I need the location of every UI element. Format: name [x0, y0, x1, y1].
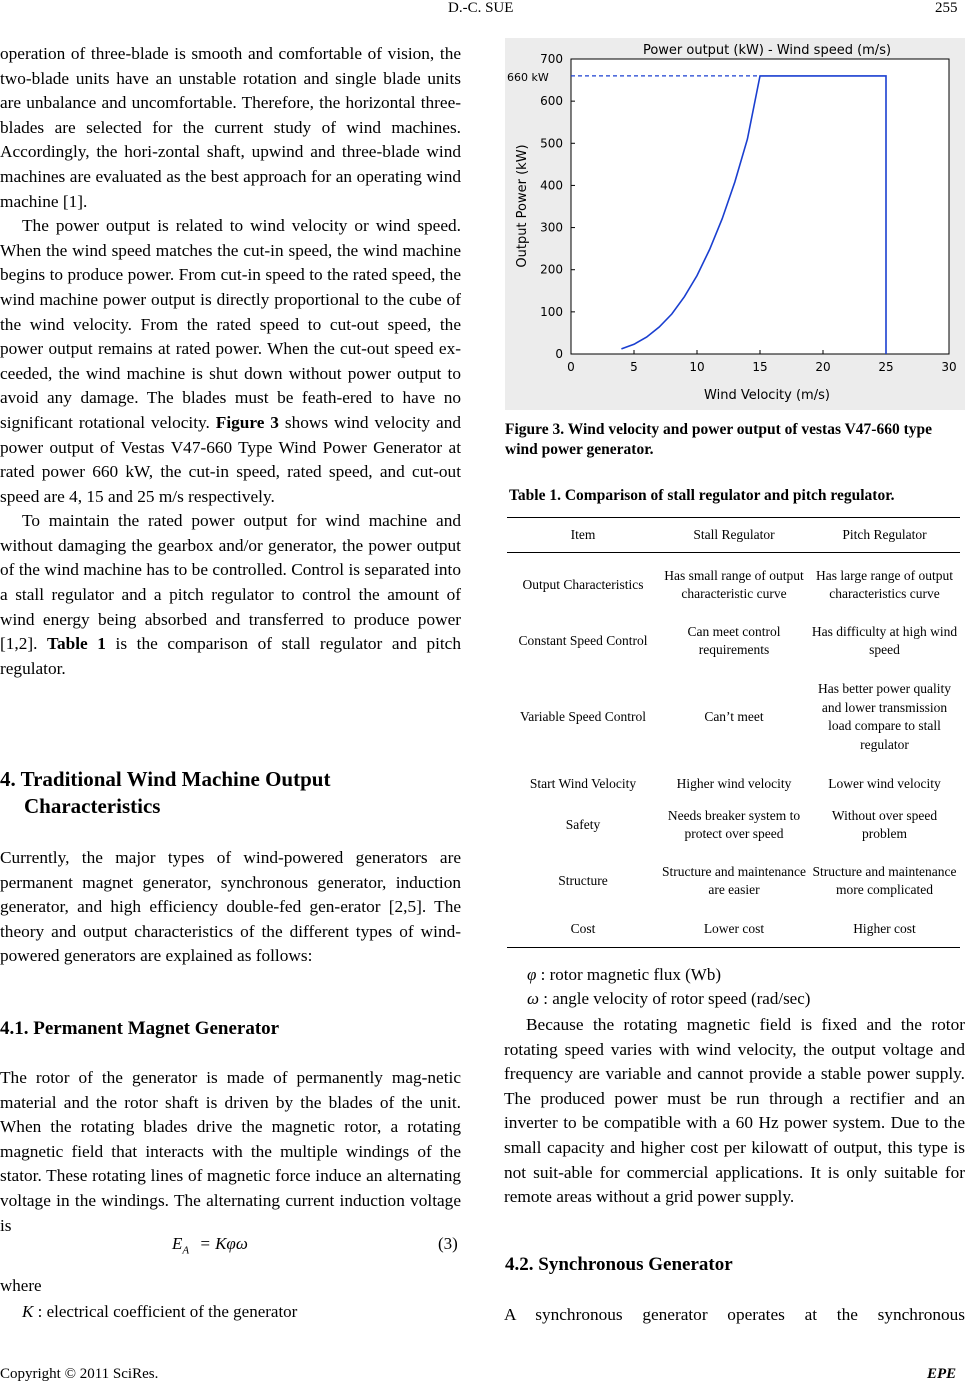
y-tick-label: 0 — [555, 347, 563, 361]
table-header-pitch: Pitch Regulator — [842, 527, 927, 542]
y-axis-label: Output Power (kW) — [515, 144, 530, 268]
k-definition-text: : electrical coefficient of the generator — [37, 1302, 298, 1321]
table-cell: Has small range of output characteristic curve — [664, 567, 804, 601]
k-definition — [22, 1302, 297, 1322]
footer-journal: EPE — [927, 1366, 957, 1382]
omega-definition — [527, 989, 810, 1009]
table-cell: Can’t meet — [704, 708, 764, 724]
paragraph-3-text-b: is the comparison of stall regulator and pitch regulator. — [0, 634, 461, 678]
comparison-table — [507, 517, 960, 948]
paragraph-3-text-a: To maintain the rated power output for wind machine and without damaging the gearbox and/or generator, the power output of the wind machine has to be controlled. Control is separated into a stall regulator and a pitch regulator to control the amount of wind energy being absorbed and transferred to produce power [1,2]. — [0, 511, 461, 654]
y-tick-label: 300 — [540, 220, 563, 235]
table-row — [507, 769, 960, 799]
paragraph-4: Currently, the major types of wind-powered generators are permanent magnet generator, synchronous generator, induction generator, and high efficiency double-fed gen-erator [2,5]. The theory and output characteristics of the different types of wind-powered generators are explained as follows: — [0, 848, 461, 966]
section-4-heading-line-1: 4. Traditional Wind Machine Output — [0, 767, 331, 791]
section-4-2-body — [504, 1303, 965, 1328]
table-cell: Higher cost — [853, 920, 916, 936]
section-4-heading-line-2: Characteristics — [24, 794, 161, 818]
y-tick-label: 500 — [540, 136, 563, 151]
table-row — [507, 617, 960, 665]
x-tick-label: 5 — [630, 360, 638, 374]
table-row — [507, 665, 960, 769]
paragraph-3 — [0, 509, 461, 681]
table-header-stall: Stall Regulator — [693, 527, 775, 542]
right-column-body — [504, 1013, 965, 1210]
table-header-item: Item — [570, 527, 596, 542]
table-cell: Variable Speed Control — [520, 708, 646, 724]
table-row — [507, 553, 960, 617]
omega-definition-text: : angle velocity of rotor speed (rad/sec) — [543, 989, 811, 1008]
paragraph-5: The rotor of the generator is made of permanently mag-netic material and the rotor shaft is driven by the blades of the unit. When the rotating blades drive the magnetic rotor, a rotating magnetic field that interacts with the multiple windings of the stator. These rotating lines of magnetic force induce an alternating voltage in the windings. The alternating current induction voltage is — [0, 1068, 461, 1235]
y-tick-label: 200 — [540, 262, 563, 277]
x-tick-label: 15 — [752, 360, 768, 374]
x-tick-label: 10 — [689, 360, 705, 374]
plot-area — [571, 59, 949, 354]
figure-3-caption: Figure 3. Wind velocity and power output of vestas V47-660 type wind power generator. — [505, 421, 932, 458]
table-cell: Lower cost — [703, 920, 765, 936]
chart-title: Power output (kW) - Wind speed (m/s) — [642, 43, 892, 58]
k-symbol: K — [22, 1302, 34, 1321]
equation-lhs: E — [172, 1234, 183, 1253]
left-column — [0, 42, 461, 681]
equation-rhs: = Kφω — [199, 1234, 248, 1253]
paragraph-2 — [0, 214, 461, 509]
table-cell: Structure and maintenance are easier — [662, 863, 806, 897]
x-tick-label: 0 — [567, 360, 575, 374]
table-row — [507, 851, 960, 911]
equation-3 — [172, 1234, 248, 1256]
table-cell: Constant Speed Control — [518, 632, 648, 648]
phi-definition-text: : rotor magnetic flux (Wb) — [540, 965, 721, 984]
table-cell: Higher wind velocity — [676, 775, 792, 791]
table-cell: Safety — [565, 816, 601, 832]
figure-3-reference: Figure 3 — [215, 412, 279, 432]
power-curve-chart — [505, 38, 965, 410]
equation-number: (3) — [438, 1234, 458, 1253]
running-title: D.-C. SUE — [448, 0, 514, 16]
figure-3 — [505, 38, 965, 410]
footer-copyright: Copyright © 2011 SciRes. — [0, 1366, 159, 1382]
table-cell: Without over speed problem — [831, 807, 938, 841]
equation-subscript: A — [182, 1244, 190, 1257]
table-cell: Needs breaker system to protect over speed — [667, 807, 801, 841]
table-cell: Start Wind Velocity — [529, 775, 637, 791]
table-cell: Structure — [558, 872, 608, 888]
section-4-2-heading: 4.2. Synchronous Generator — [505, 1254, 733, 1275]
table-cell: Has difficulty at high wind speed — [811, 623, 958, 657]
y-tick-label: 400 — [540, 178, 563, 193]
table-row — [507, 911, 960, 947]
rated-power-annotation: 660 kW — [507, 71, 549, 84]
table-header-row — [507, 518, 960, 553]
paragraph-2-text-b: shows wind velocity and power output of Vestas V47-660 Type Wind Power Generator at rated power 660 kW, the cut-in speed, rated speed, and cut-out speed are 4, 15 and 25 m/s respectively. — [0, 412, 461, 506]
table-cell: Cost — [570, 920, 596, 936]
y-tick-label: 600 — [540, 94, 563, 109]
table-row — [507, 799, 960, 851]
page-number: 255 — [935, 0, 958, 16]
phi-symbol: φ — [527, 965, 537, 984]
x-tick-label: 25 — [878, 360, 894, 374]
table-cell: Structure and maintenance more complicated — [812, 863, 957, 897]
section-4-1-body — [0, 1066, 461, 1238]
omega-symbol: ω — [527, 989, 540, 1008]
table-1-reference: Table 1 — [47, 634, 106, 654]
table-cell: Has better power quality and lower transmission load compare to stall regulator — [817, 681, 952, 752]
paragraph-2-text-a: The power output is related to wind velocity or wind speed. When the wind speed matches the cut-in speed, the wind machine begins to produce power. From cut-in speed to the rated speed, the wind machine power output is directly proportional to the cube of the wind velocity. From the rated speed to cut-out speed, the power output remains at rated power. When the cut-out speed ex-ceeded, the wind machine is shut down without power output to avoid any damage. The blades must be feath-ered to have no significant rotational velocity. — [0, 216, 461, 432]
x-tick-label: 20 — [815, 360, 831, 374]
paragraph-1: operation of three-blade is smooth and comfortable of vision, the two-blade units have an unstable rotation and single blade units are unbalance and uncomfortable. Therefore, the horizontal three-blades are selected for the current study of wind machines. Accordingly, the hori-zontal shaft, upwind and three-blade wind machines are evaluated as the best approach for an operating wind machine [1]. — [0, 44, 461, 211]
table-cell: Lower wind velocity — [828, 775, 941, 791]
table-cell: Output Characteristics — [522, 576, 644, 592]
y-tick-label: 700 — [540, 52, 563, 66]
where-label: where — [0, 1276, 42, 1295]
y-tick-label: 100 — [540, 304, 563, 319]
table-1-caption: Table 1. Comparison of stall regulator and pitch regulator. — [509, 487, 895, 504]
x-axis-label: Wind Velocity (m/s) — [704, 388, 830, 403]
table-cell: Has large range of output characteristics curve — [816, 567, 953, 601]
paragraph-7: A synchronous generator operates at the synchronous — [504, 1305, 965, 1324]
section-4-body — [0, 846, 461, 969]
table-cell: Can meet control requirements — [687, 623, 781, 657]
paragraph-6: Because the rotating magnetic field is fixed and the rotor rotating speed varies with wind velocity, the output voltage and frequency are variable and cannot provide a stable power supply. The produced power must be run through a rectifier and an inverter to be compatible with a 60 Hz power system. Due to the small capacity and higher cost per kilowatt of output, this type is not suit-able for commercial applications. It is only suitable for remote areas without a grid power supply. — [504, 1015, 965, 1207]
phi-definition — [527, 965, 721, 985]
x-tick-label: 30 — [941, 360, 957, 374]
section-4-1-heading: 4.1. Permanent Magnet Generator — [0, 1018, 280, 1039]
section-4-heading — [0, 766, 461, 820]
